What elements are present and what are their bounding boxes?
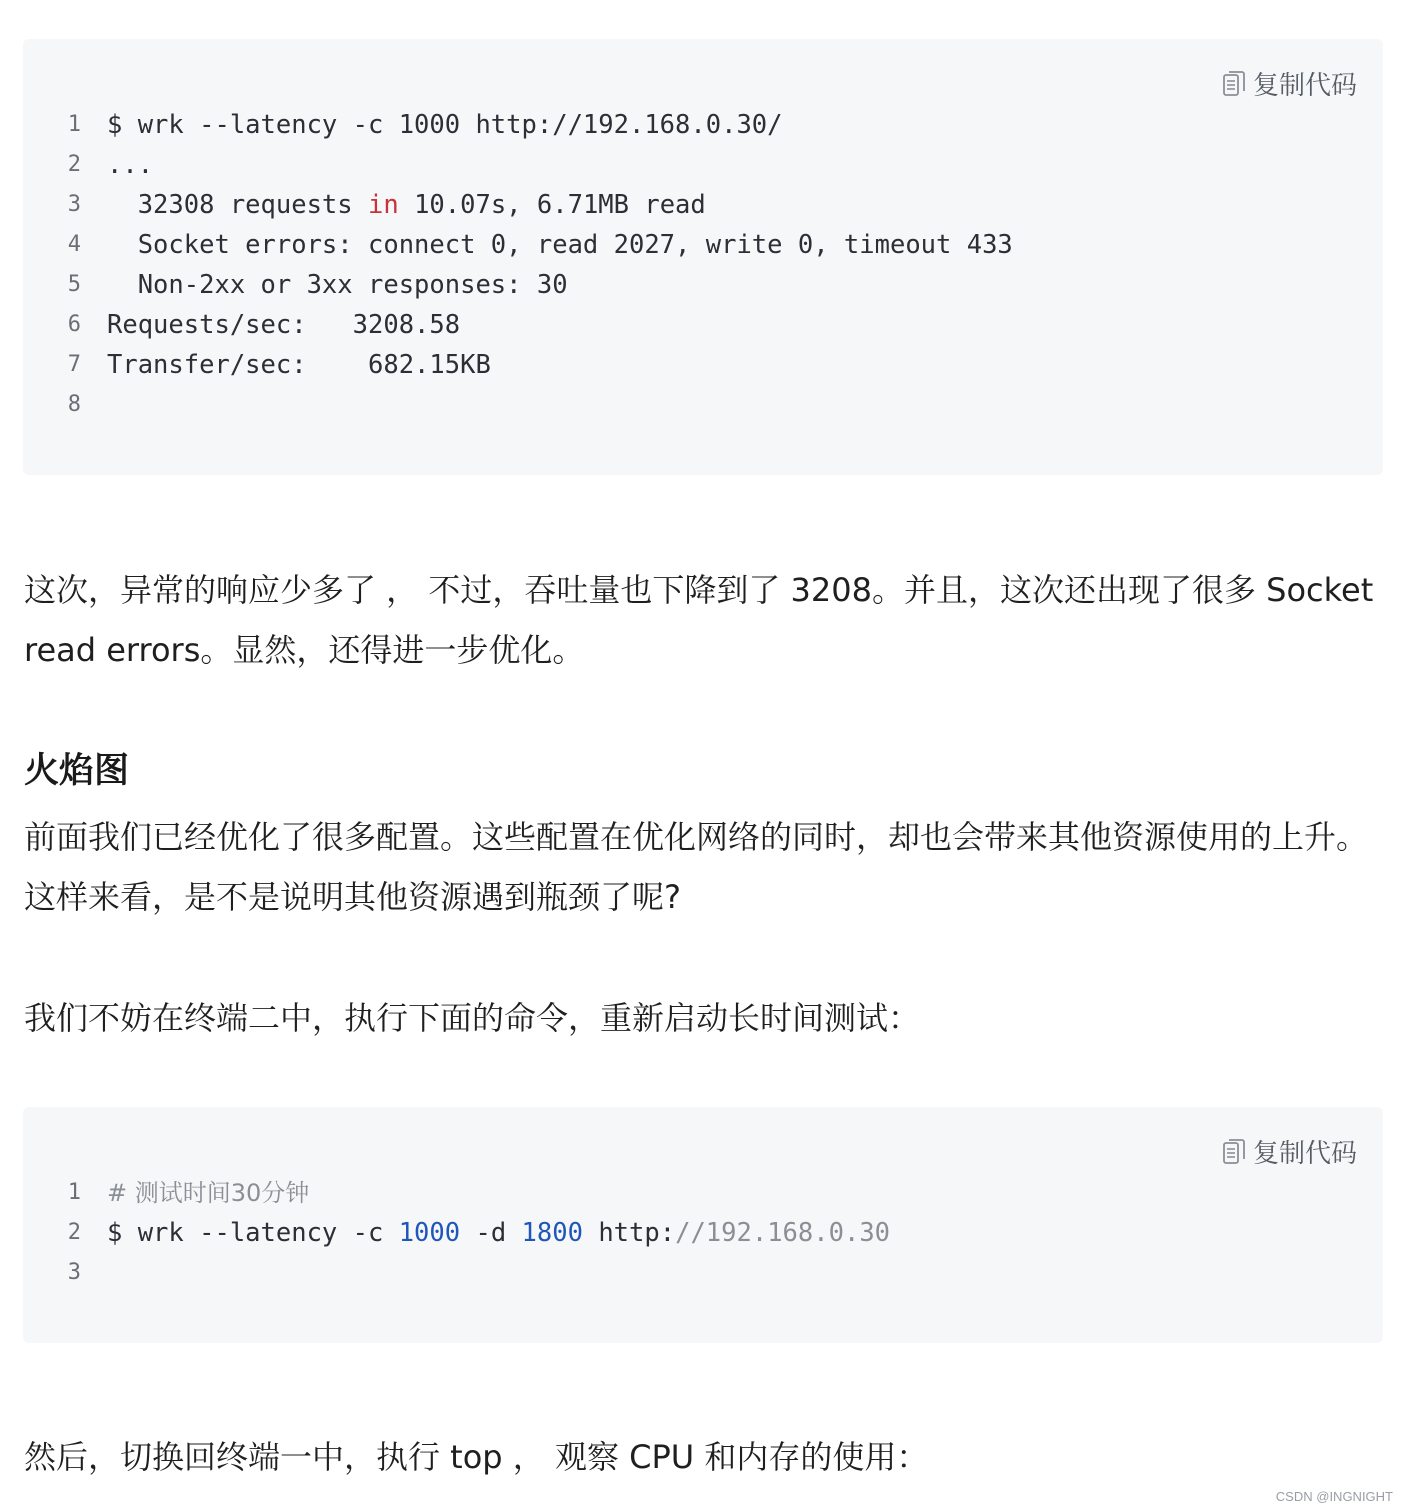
code-text (107, 1173, 309, 1213)
copy-document-icon (1223, 1139, 1245, 1165)
code-text (107, 345, 491, 385)
code-line (23, 225, 1013, 265)
line-number: 6 (67, 312, 81, 337)
code-line (23, 1173, 890, 1213)
code-token: 32308 requests (107, 190, 368, 220)
paragraph-terminal-two: 我们不妨在终端二中，执行下面的命令，重新启动长时间测试： (24, 999, 921, 1037)
code-block-2 (23, 1107, 1383, 1343)
line-number: 7 (67, 352, 81, 377)
code-text (107, 265, 568, 305)
section-heading-flamegraph: 火焰图 (24, 751, 130, 791)
code-block-1 (23, 39, 1383, 475)
copy-code-label: 复制代码 (1252, 71, 1357, 101)
code-token: Requests/sec: 3208.58 (107, 310, 461, 340)
code-token: 1000 (398, 1218, 461, 1248)
copy-document-icon (1223, 71, 1245, 97)
line-number: 3 (67, 1260, 81, 1285)
code-token: in (368, 190, 399, 220)
code-token: # 测试时间30分钟 (107, 1179, 310, 1207)
code-token: $ wrk --latency -c 1000 http://192.168.0.30/ (107, 110, 783, 140)
line-number: 8 (67, 392, 81, 417)
code-text (107, 185, 706, 225)
code-token: -d (460, 1218, 522, 1248)
code-line (23, 185, 1013, 225)
code-text (107, 225, 1013, 265)
code-line (23, 145, 1013, 185)
paragraph-throughput: 这次，异常的响应少多了 ， 不过，吞吐量也下降到了 3208。并且，这次还出现了很多 Socket read errors。显然，还得进一步优化。 (24, 571, 1374, 669)
code-token: ... (107, 150, 154, 180)
line-number: 5 (67, 272, 81, 297)
code-text (107, 305, 460, 345)
code-line (23, 385, 1013, 425)
code-token: //192.168.0.30 (675, 1218, 891, 1248)
copy-code-label: 复制代码 (1252, 1139, 1357, 1169)
paragraph-config: 前面我们已经优化了很多配置。这些配置在优化网络的同时，却也会带来其他资源使用的上升。这样来看，是不是说明其他资源遇到瓶颈了呢? (24, 818, 1369, 916)
code-token: Socket errors: connect 0, read 2027, write 0, timeout 433 (107, 230, 1013, 260)
code-line (23, 1253, 890, 1293)
code-token: Transfer/sec: 682.15KB (107, 350, 491, 380)
line-number: 2 (67, 152, 81, 177)
code-text (107, 105, 783, 145)
code-token: $ wrk --latency -c (107, 1218, 399, 1248)
line-number: 1 (67, 1180, 81, 1205)
line-number: 3 (67, 192, 81, 217)
code-token: Non-2xx or 3xx responses: 30 (107, 270, 568, 300)
code-line (23, 345, 1013, 385)
code-line (23, 1213, 890, 1253)
footer-watermark: CSDN @INGNIGHT (1275, 1489, 1393, 1504)
copy-code-button-1[interactable] (1223, 65, 1357, 102)
line-number: 1 (67, 112, 81, 137)
code-lines (23, 1173, 890, 1293)
code-text (107, 145, 153, 185)
line-number: 2 (67, 1220, 81, 1245)
copy-code-button-2[interactable] (1223, 1133, 1357, 1170)
code-line (23, 305, 1013, 345)
code-line (23, 105, 1013, 145)
code-token: 1800 (521, 1218, 583, 1248)
code-token: 10.07s, 6.71MB read (398, 190, 706, 220)
code-line (23, 265, 1013, 305)
code-token: http: (582, 1218, 676, 1248)
paragraph-top: 然后，切换回终端一中，执行 top ， 观察 CPU 和内存的使用： (24, 1438, 929, 1476)
code-lines (23, 105, 1013, 425)
line-number: 4 (67, 232, 81, 257)
code-text (107, 1213, 890, 1253)
